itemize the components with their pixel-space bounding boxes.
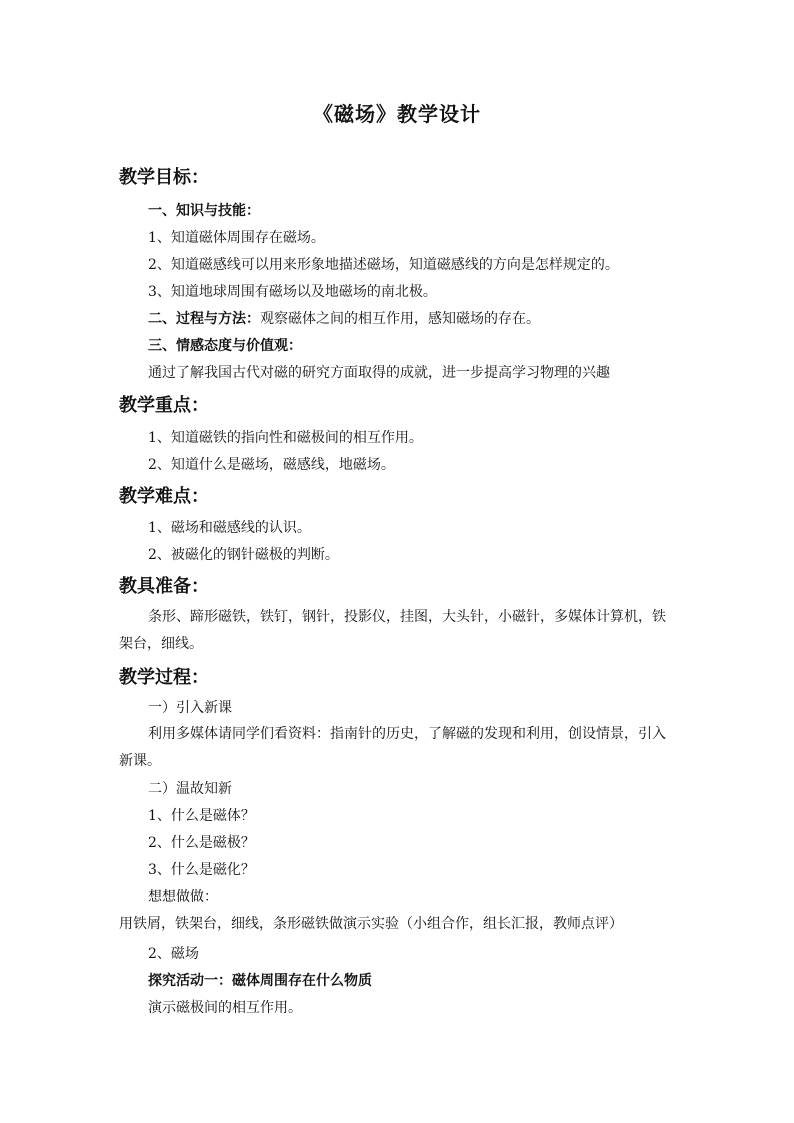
goal-item: 3、知道地球周围有磁场以及地磁场的南北极。 xyxy=(148,284,437,300)
goals-attitude-heading: 三、情感态度与价值观： xyxy=(148,338,302,354)
key-point-item: 2、知道什么是磁场，磁感线，地磁场。 xyxy=(148,457,395,473)
think-do-text: 用铁屑，铁架台，细线，条形磁铁做演示实验（小组合作，组长汇报，教师点评） xyxy=(119,916,623,932)
difficulty-item: 1、磁场和磁感线的认识。 xyxy=(148,520,311,536)
process-section-magnetic-field: 2、磁场 xyxy=(148,946,199,962)
materials-heading: 教具准备： xyxy=(119,576,209,597)
difficulties-heading: 教学难点： xyxy=(119,486,209,507)
demo-text: 演示磁极间的相互作用。 xyxy=(148,1000,302,1016)
difficulty-item: 2、被磁化的钢针磁极的判断。 xyxy=(148,547,339,563)
review-question: 2、什么是磁极？ xyxy=(148,835,255,851)
goals-process-line xyxy=(148,308,540,328)
goals-process-heading: 二、过程与方法： xyxy=(148,311,260,327)
review-question: 3、什么是磁化？ xyxy=(148,862,255,878)
goal-item: 1、知道磁体周围存在磁场。 xyxy=(148,230,325,246)
page-title: 《磁场》教学设计 xyxy=(313,102,481,126)
key-point-item: 1、知道磁铁的指向性和磁极间的相互作用。 xyxy=(148,430,423,446)
review-question: 1、什么是磁体？ xyxy=(148,808,255,824)
process-section-intro: 一）引入新课 xyxy=(148,700,232,716)
goals-heading: 教学目标： xyxy=(119,167,209,188)
goals-attitude-text: 通过了解我国古代对磁的研究方面取得的成就，进一步提高学习物理的兴趣 xyxy=(148,365,610,381)
activity-one-heading: 探究活动一：磁体周围存在什么物质 xyxy=(148,973,372,989)
materials-text: 条形、蹄形磁铁，铁钉，钢针，投影仪，挂图，大头针，小磁针，多媒体计算机，铁架台，细线。 xyxy=(119,609,666,652)
process-intro-text: 利用多媒体请同学们看资料：指南针的历史，了解磁的发现和利用，创设情景，引入新课。 xyxy=(119,726,666,769)
process-section-review: 二）温故知新 xyxy=(148,781,232,797)
key-points-heading: 教学重点： xyxy=(119,395,209,416)
goals-process-text: 观察磁体之间的相互作用，感知磁场的存在。 xyxy=(260,311,540,327)
process-heading: 教学过程： xyxy=(119,667,209,688)
goal-item: 2、知道磁感线可以用来形象地描述磁场，知道磁感线的方向是怎样规定的。 xyxy=(148,257,619,273)
think-do-label: 想想做做： xyxy=(148,889,218,905)
goals-knowledge-heading: 一、知识与技能： xyxy=(148,203,260,219)
